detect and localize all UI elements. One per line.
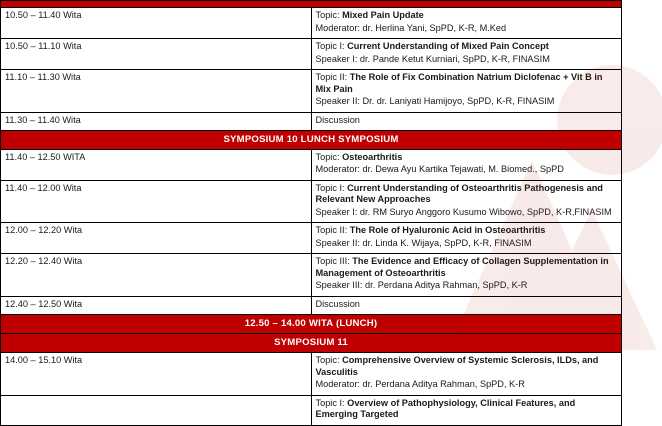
table-row (1, 112, 622, 131)
session-line-label: Topic III: (315, 256, 350, 267)
session-line (316, 183, 618, 206)
table-row (1, 39, 622, 70)
session-line-title: Comprehensive Overview of Systemic Sclerosis, ILDs, and Vasculitis (315, 355, 599, 377)
session-time: 11.40 – 12.00 Wita (1, 180, 312, 223)
session-details (311, 180, 622, 223)
session-line-label: Moderator: dr. Perdana Aditya Rahman, SpPD, K-R (315, 379, 525, 390)
session-line-label: Topic I: (315, 182, 345, 193)
session-line (316, 54, 618, 66)
section-band-blank (1, 1, 622, 8)
session-line (316, 238, 618, 250)
session-line (316, 41, 618, 53)
session-details (311, 39, 622, 70)
session-time: 14.00 – 15.10 Wita (1, 353, 312, 396)
session-line (316, 355, 618, 378)
section-band-label: SYMPOSIUM 11 (1, 334, 622, 353)
session-line-title: Current Understanding of Mixed Pain Concept (347, 41, 549, 51)
session-details (311, 149, 622, 180)
table-row (1, 180, 622, 223)
session-time: 11.10 – 11.30 Wita (1, 70, 312, 113)
table-row (1, 8, 622, 39)
session-details (311, 395, 622, 425)
session-line-label: Moderator: dr. Dewa Ayu Kartika Tejawati, M. Biomed., SpPD (315, 164, 564, 175)
table-row (1, 70, 622, 113)
session-line (316, 299, 618, 311)
table-row (1, 223, 622, 254)
section-band (1, 334, 622, 353)
session-line-label: Speaker III: dr. Perdana Aditya Rahman, SpPD, K-R (315, 280, 528, 291)
session-time: 10.50 – 11.10 Wita (1, 39, 312, 70)
session-time: 12.00 – 12.20 Wita (1, 223, 312, 254)
table-row (1, 353, 622, 396)
session-line-title: Mixed Pain Update (342, 10, 424, 20)
session-line-label: Topic: (315, 151, 340, 162)
table-row (1, 395, 622, 425)
session-time: 12.40 – 12.50 Wita (1, 296, 312, 315)
section-band-label: SYMPOSIUM 10 LUNCH SYMPOSIUM (1, 131, 622, 150)
session-details (311, 70, 622, 113)
session-line (316, 398, 618, 421)
session-line-title: Osteoarthritis (342, 151, 403, 162)
session-details (311, 223, 622, 254)
session-line (316, 280, 618, 292)
session-line (316, 225, 618, 237)
session-line-label: Moderator: dr. Herlina Yani, SpPD, K-R, M.Ked (315, 22, 507, 33)
session-details (311, 353, 622, 396)
session-line-label: Discussion (315, 298, 360, 309)
section-band (1, 131, 622, 150)
session-line-label: Speaker I: dr. RM Suryo Anggoro Kusumo Wibowo, SpPD, K-R,FINASIM (315, 206, 612, 217)
session-line (316, 207, 618, 219)
session-line-label: Speaker II: Dr. dr. Laniyati Hamijoyo, SpPD, K-R, FINASIM (315, 96, 555, 106)
session-time: 10.50 – 11.40 Wita (1, 8, 312, 39)
session-line-label: Discussion (315, 114, 360, 125)
section-band-label: 12.50 – 14.00 WITA (LUNCH) (1, 315, 622, 334)
session-time: 11.30 – 11.40 Wita (1, 112, 312, 131)
table-row (1, 149, 622, 180)
session-line-label: Topic II: (315, 72, 348, 82)
session-line-label: Topic: (315, 10, 340, 20)
session-line-title: The Role of Fix Combination Natrium Diclofenac + Vit B in Mix Pain (315, 72, 603, 94)
session-line-label: Topic II: (315, 225, 348, 236)
session-time: 12.20 – 12.40 Wita (1, 254, 312, 297)
session-details (311, 8, 622, 39)
session-line-label: Speaker II: dr. Linda K. Wijaya, SpPD, K-R, FINASIM (315, 237, 532, 248)
section-band-label (1, 1, 622, 8)
session-line (316, 256, 618, 279)
session-line-label: Topic I: (315, 41, 345, 51)
session-line-label: Speaker I: dr. Pande Ketut Kurniari, SpPD, K-R, FINASIM (315, 53, 550, 64)
session-line (316, 164, 618, 176)
session-line-label: Topic: (315, 355, 340, 366)
session-time (1, 395, 312, 425)
session-line-title: Current Understanding of Osteoarthritis Pathogenesis and Relevant New Approaches (315, 182, 603, 205)
session-line-title: The Evidence and Efficacy of Collagen Supplementation in Management of Osteoarthritis (315, 256, 609, 278)
session-details (311, 112, 622, 131)
table-row (1, 296, 622, 315)
session-line (316, 152, 618, 164)
session-line-label: Topic I: (315, 397, 345, 408)
session-line (316, 23, 618, 35)
session-line-title: Overview of Pathophysiology, Clinical Features, and Emerging Targeted (315, 397, 576, 420)
section-band (1, 315, 622, 334)
session-details (311, 296, 622, 315)
session-line (316, 379, 618, 391)
session-details (311, 254, 622, 297)
session-line (316, 96, 618, 108)
session-time: 11.40 – 12.50 WITA (1, 149, 312, 180)
session-line (316, 115, 618, 127)
session-line (316, 10, 618, 22)
session-line (316, 72, 618, 95)
table-row (1, 254, 622, 297)
session-line-title: The Role of Hyaluronic Acid in Osteoarthritis (349, 225, 546, 236)
